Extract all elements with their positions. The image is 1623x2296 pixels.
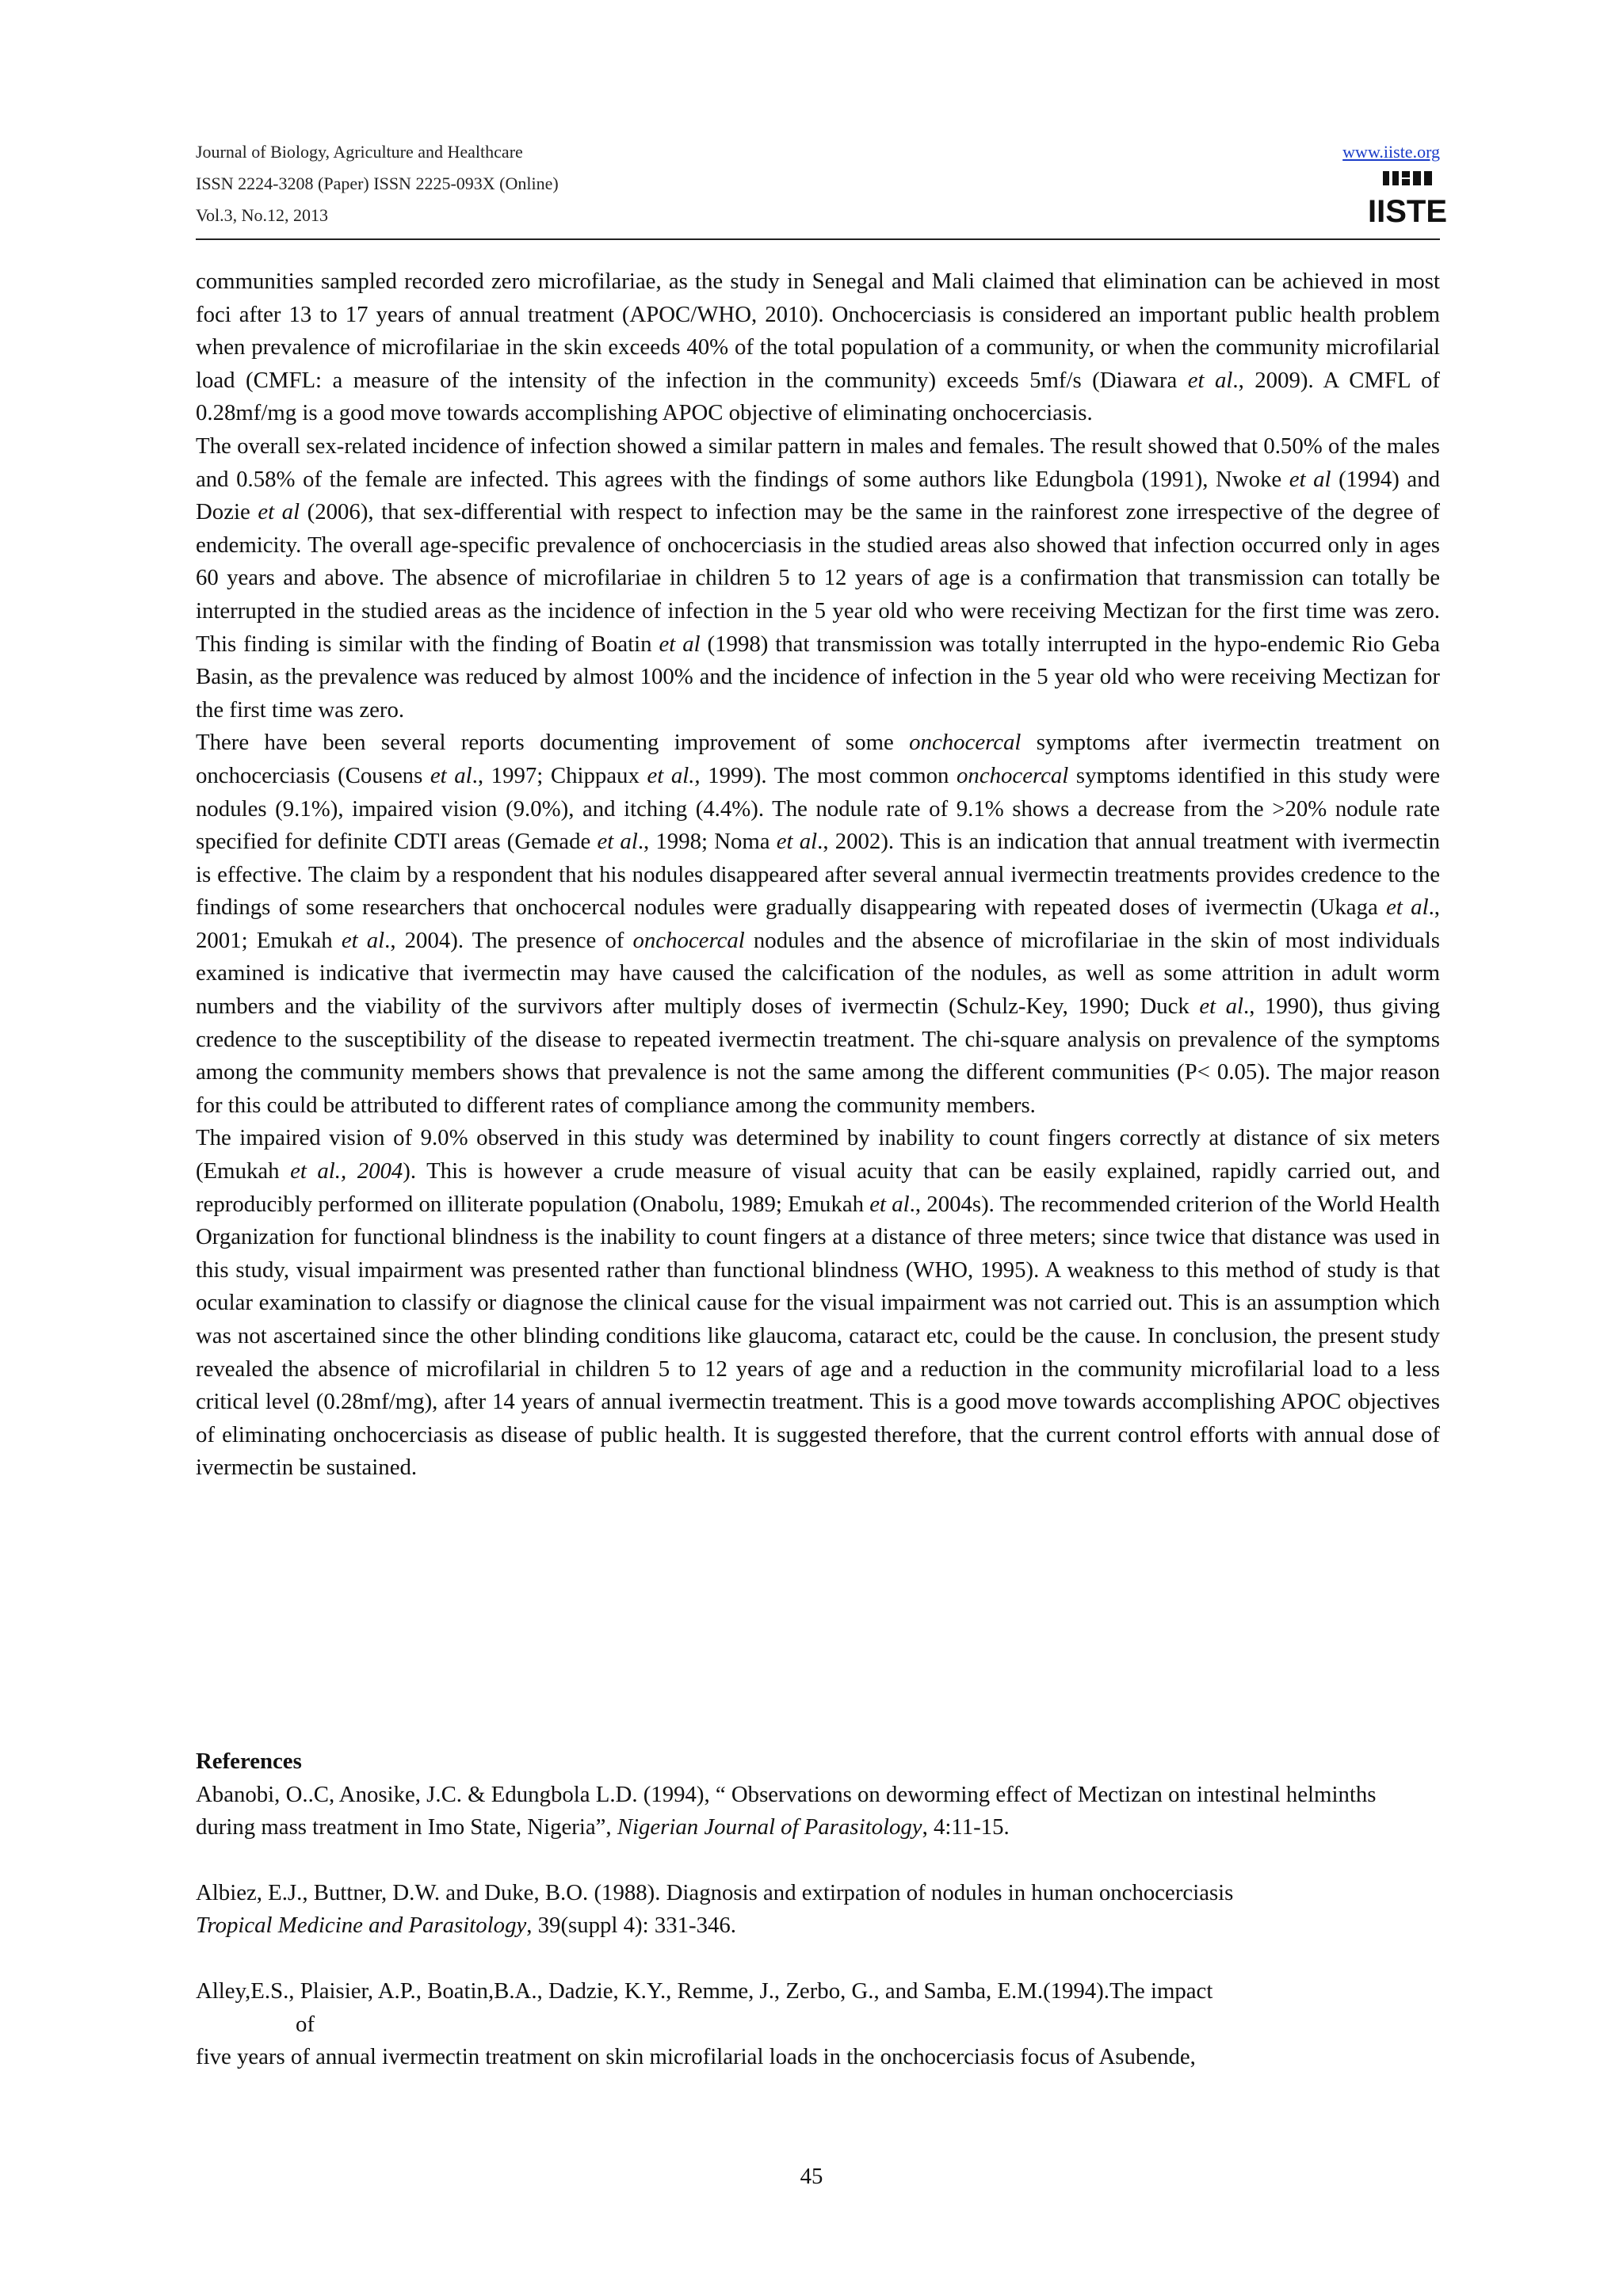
journal-title: Journal of Biology, Agriculture and Healthcare <box>196 142 523 162</box>
reference-gap <box>196 1943 1440 1975</box>
paragraph-2: The overall sex-related incidence of infection showed a similar pattern in males and females. The result showed that 0.50% of the males and 0.58% of the female are infected. This agrees with the findings of some authors like Edungbola (1991), Nwoke et al (1994) and Dozie et al (2006), that sex-differential with respect to infection may be the same in the rainforest zone irrespective of the degree of endemicity. The overall age-specific prevalence of onchocerciasis in the studied areas also showed that infection occurred only in ages 60 years and above. The absence of microfilariae in children 5 to 12 years of age is a confirmation that transmission can totally be interrupted in the studied areas as the incidence of infection in the 5 year old who were receiving Mectizan for the first time was zero. This finding is similar with the finding of Boatin et al (1998) that transmission was totally interrupted in the hypo-endemic Rio Geba Basin, as the prevalence was reduced by almost 100% and the incidence of infection in the 5 year old who were receiving Mectizan for the first time was zero. <box>196 433 1440 723</box>
journal-website-link[interactable]: www.iiste.org <box>1342 142 1440 162</box>
journal-issn: ISSN 2224-3208 (Paper) ISSN 2225-093X (Online) <box>196 174 559 193</box>
journal-meta <box>196 136 559 231</box>
reference-alley-rest: five years of annual ivermectin treatment on skin microfilarial loads in the onchocerciasis focus of Asubende, <box>196 2044 1196 2070</box>
article-body <box>196 265 1440 1485</box>
reference-gap <box>196 1844 1440 1877</box>
paragraph-4: The impaired vision of 9.0% observed in this study was determined by inability to count fingers correctly at distance of six meters (Emukah et al., 2004). This is however a crude measure of visual acuity that can be easily explained, rapidly carried out, and reproducibly performed on illiterate population (Onabolu, 1989; Emukah et al., 2004s). The recommended criterion of the World Health Organization for functional blindness is the inability to count fingers at a distance of three meters; since twice that distance was used in this study, visual impairment was presented rather than functional blindness (WHO, 1995). A weakness to this method of study is that ocular examination to classify or diagnose the clinical cause for the visual impairment was not carried out. This is an assumption which was not ascertained since the other blinding conditions like glaucoma, cataract etc, could be the cause. In conclusion, the present study revealed the absence of microfilarial in children 5 to 12 years of age and a reduction in the community microfilarial load to a less critical level (0.28mf/mg), after 14 years of annual ivermectin treatment. This is a good move towards accomplishing APOC objectives of eliminating onchocerciasis as disease of public health. It is suggested therefore, that the current control efforts with annual dose of ivermectin be sustained. <box>196 1125 1440 1481</box>
page-number: 45 <box>800 2164 823 2189</box>
paragraph-1: communities sampled recorded zero microfilariae, as the study in Senegal and Mali claimed that elimination can be achieved in most foci after 13 to 17 years of annual treatment (APOC/WHO, 2010). Onchocerciasis is considered an important public health problem when prevalence of microfilariae in the skin exceeds 40% of the total population of a community, or when the community microfilarial load (CMFL: a measure of the intensity of the infection in the community) exceeds 5mf/s (Diawara et al., 2009). A CMFL of 0.28mf/mg is a good move towards accomplishing APOC objective of eliminating onchocerciasis. <box>196 269 1440 426</box>
reference-alley-continuation: of <box>296 2011 315 2037</box>
reference-alley: Alley,E.S., Plaisier, A.P., Boatin,B.A., Dadzie, K.Y., Remme, J., Zerbo, G., and Samba, E.M.(1994).The impact <box>196 1978 1213 2004</box>
references-heading: References <box>196 1749 302 1774</box>
svg-text:IISTE: IISTE <box>1367 194 1448 229</box>
references-section <box>196 1745 1440 2074</box>
header-rule <box>196 238 1440 240</box>
reference-albiez: Albiez, E.J., Buttner, D.W. and Duke, B.O. (1988). Diagnosis and extirpation of nodules in human onchocerciasis <box>196 1879 1234 1905</box>
page-header <box>196 136 1448 238</box>
journal-volume: Vol.3, No.12, 2013 <box>196 205 329 225</box>
reference-abanobi: Abanobi, O..C, Anosike, J.C. & Edungbola L.D. (1994), “ Observations on deworming effect of Mectizan on intestinal helminths during mass treatment in Imo State, Nigeria”, Nigerian Journal of Parasitology, 4:11-15. <box>196 1781 1377 1840</box>
paragraph-3: There have been several reports documenting improvement of some onchocercal symptoms after ivermectin treatment on onchocerciasis (Cousens et al., 1997; Chippaux et al., 1999). The most common onchocercal symptoms identified in this study were nodules (9.1%), impaired vision (9.0%), and itching (4.4%). The nodule rate of 9.1% shows a decrease from the >20% nodule rate specified for definite CDTI areas (Gemade et al., 1998; Noma et al., 2002). This is an indication that annual treatment with ivermectin is effective. The claim by a respondent that his nodules disappeared after several annual ivermectin treatments provides credence to the findings of some researchers that onchocercal nodules were gradually disappearing with repeated doses of ivermectin (Ukaga et al., 2001; Emukah et al., 2004). The presence of onchocercal nodules and the absence of microfilariae in the skin of most individuals examined is indicative that ivermectin may have caused the calcification of the nodules, as well as some attrition in adult worm numbers and the viability of the survivors after multiply doses of ivermectin (Schulz-Key, 1990; Duck et al., 1990), thus giving credence to the susceptibility of the disease to repeated ivermectin treatment. The chi-square analysis on prevalence of the symptoms among the community members shows that prevalence is not the same among the different communities (P< 0.05). The major reason for this could be attributed to different rates of compliance among the community members. <box>196 730 1441 1118</box>
reference-albiez-journal: Tropical Medicine and Parasitology, 39(suppl 4): 331-346. <box>196 1913 737 1939</box>
iiste-logo <box>1367 170 1448 229</box>
